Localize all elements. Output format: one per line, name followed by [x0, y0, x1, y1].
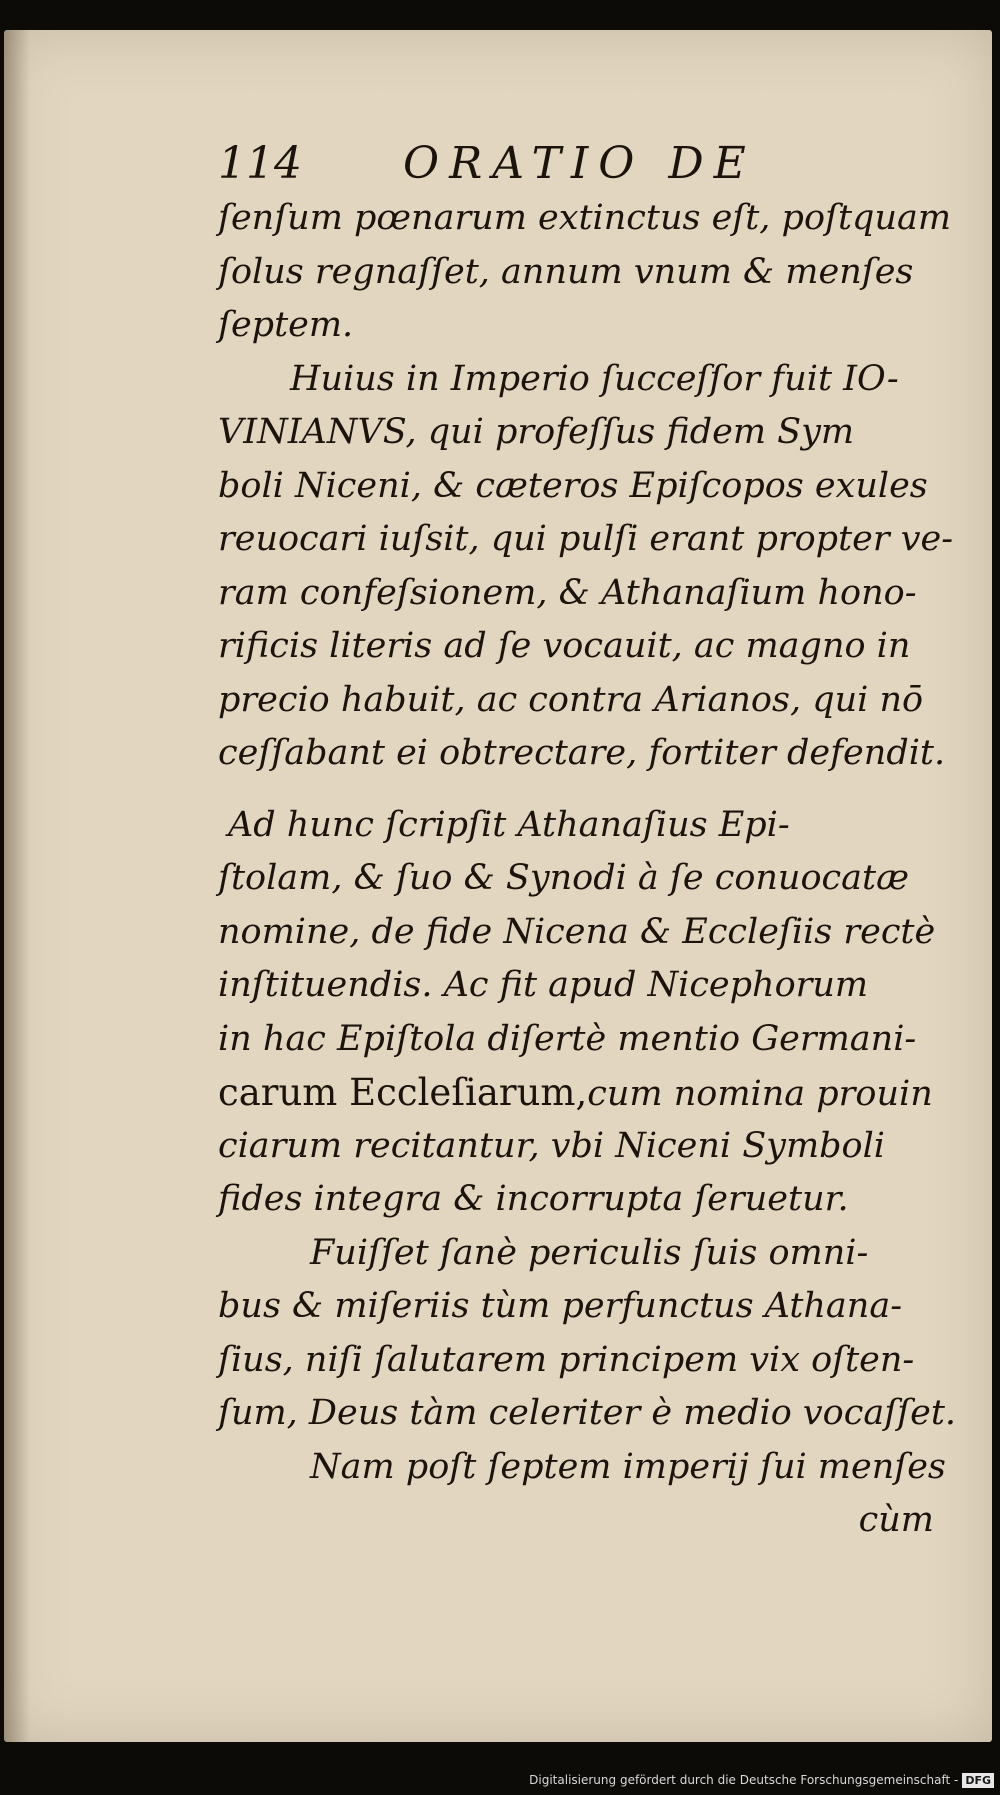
text-line: boli Niceni, & cæteros Epiſcopos exules [218, 465, 928, 506]
dfg-logo: DFG [962, 1773, 994, 1788]
italic-text: cum nomina prouin [587, 1074, 933, 1114]
catchword: cùm [858, 1500, 934, 1540]
page-gutter-shadow [4, 30, 30, 1742]
text-line: ſolus regnaſſet, annum vnum & menſes [218, 251, 914, 292]
paragraph-gap [218, 781, 958, 799]
running-title: ORATIO DE [403, 138, 756, 189]
digitization-credit [529, 1769, 994, 1791]
text-line: Nam poſt ſeptem imperij ſui menſes [310, 1446, 946, 1487]
text-line: ſius, niſi ſalutarem principem vix oſten- [218, 1339, 915, 1380]
text-line: ram confeſsionem, & Athanaſium hono- [218, 572, 917, 613]
text-line: rificis literis ad ſe vocauit, ac magno in [218, 626, 911, 666]
roman-text: carum Eccleſiarum, [218, 1071, 588, 1114]
text-line: fides integra & incorrupta ſeruetur. [218, 1179, 849, 1219]
text-line: ſenſum pœnarum extinctus eſt, poſtquam [218, 198, 952, 238]
text-line: bus & miſeriis tùm perfunctus Athana- [218, 1286, 903, 1326]
body-text [218, 192, 958, 1540]
text-line: precio habuit, ac contra Arianos, qui nō [218, 679, 924, 720]
text-line: ſum, Deus tàm celeriter è medio vocaſſet. [218, 1393, 957, 1433]
credit-text: Digitalisierung gefördert durch die Deutsche Forschungsgemeinschaft - [529, 1773, 959, 1787]
running-head [218, 138, 918, 198]
text-line: Huius in Imperio ſucceſſor fuit IO- [290, 358, 899, 399]
text-line: ciarum recitantur, vbi Niceni Symboli [218, 1125, 885, 1166]
text-line: reuocari iuſsit, qui pulſi erant propter ve- [218, 519, 954, 559]
text-line: VINIANVS, qui profeſſus fidem Sym [218, 412, 855, 452]
text-line: ceſſabant ei obtrectare, fortiter defendit. [218, 733, 946, 773]
text-line: ſeptem. [218, 305, 354, 345]
text-line: in hac Epiſtola diſertè mentio Germani- [218, 1018, 917, 1059]
text-line: inſtituendis. Ac fit apud Nicephorum [218, 965, 869, 1005]
text-line-mixed [218, 1066, 958, 1120]
text-line: Ad hunc ſcripſit Athanaſius Epi- [228, 804, 790, 845]
text-line: ſtolam, & ſuo & Synodi à ſe conuocatæ [218, 858, 909, 898]
page-number: 114 [218, 138, 302, 189]
text-line: nomine, de fide Nicena & Eccleſiis rectè [218, 911, 936, 952]
text-line: Fuiſſet ſanè periculis ſuis omni- [310, 1232, 869, 1273]
